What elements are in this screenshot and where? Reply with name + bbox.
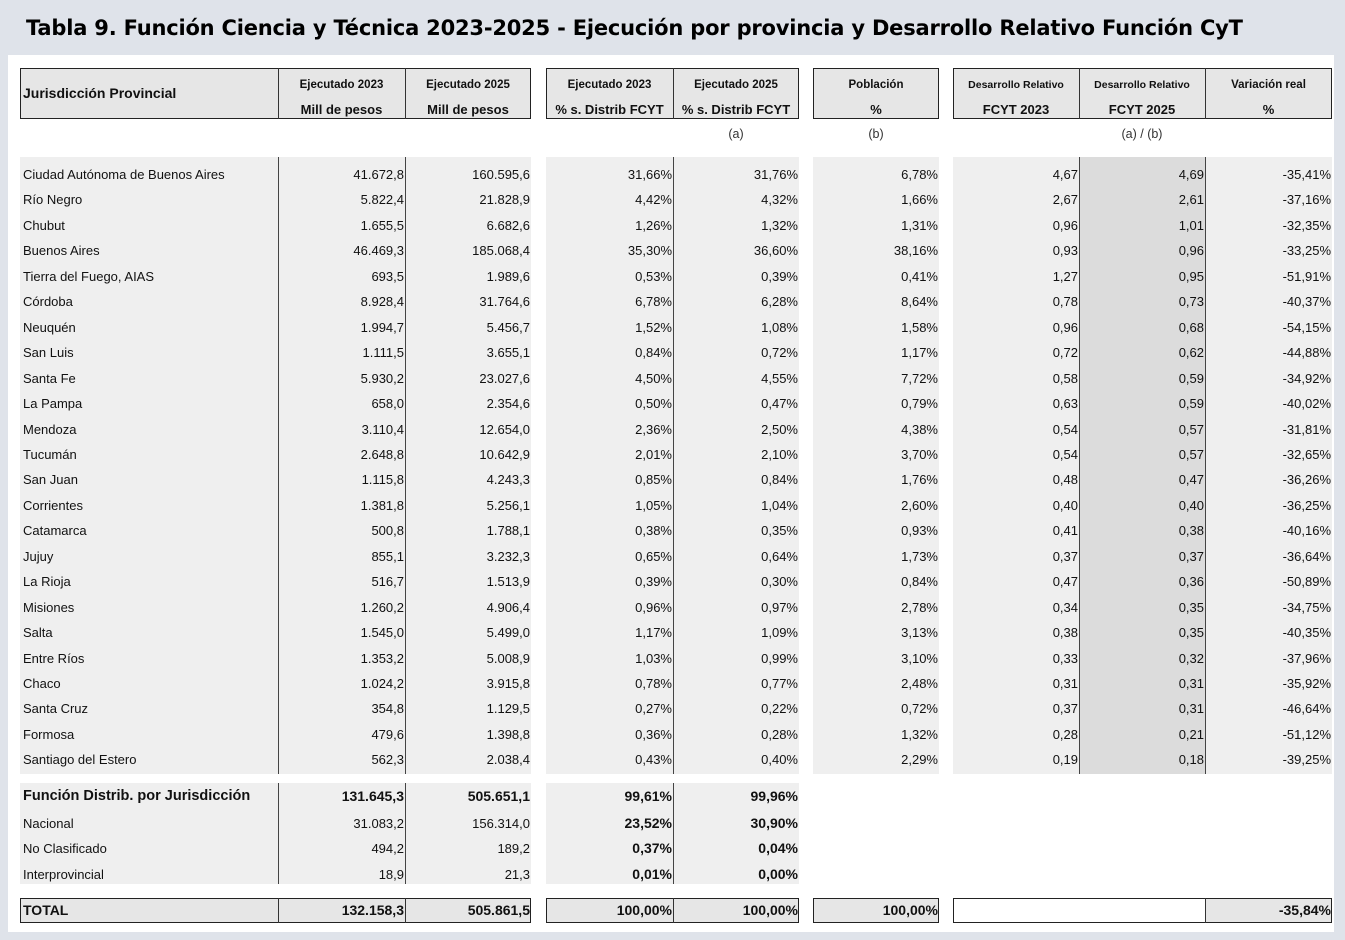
table-cell: 0,54 bbox=[1052, 421, 1078, 437]
table-cell: 0,38 bbox=[1052, 625, 1078, 641]
table-cell: 0,65% bbox=[635, 548, 672, 564]
table-cell: 0,73 bbox=[1178, 294, 1204, 310]
table-cell: -40,02% bbox=[1282, 396, 1331, 412]
table-cell: 0,40 bbox=[1052, 497, 1078, 513]
summary-label: Función Distrib. por Jurisdicción bbox=[23, 788, 251, 804]
table-cell: 31,76% bbox=[753, 167, 798, 182]
table-cell: 41.672,8 bbox=[353, 167, 404, 182]
header-dr2023-line: FCYT 2023 bbox=[982, 102, 1050, 117]
province-name: Mendoza bbox=[23, 421, 77, 437]
total-cell: 132.158,3 bbox=[341, 902, 404, 918]
table-cell: 3,70% bbox=[901, 446, 938, 462]
table-cell: 0,35 bbox=[1178, 625, 1204, 641]
header-jurisdiccion: Jurisdicción Provincial bbox=[23, 85, 177, 101]
table-cell: 0,19 bbox=[1052, 752, 1078, 768]
table-cell: 479,6 bbox=[371, 726, 404, 742]
summary-cell: 30,90% bbox=[750, 815, 798, 831]
table-cell: 36,60% bbox=[753, 243, 798, 259]
total-cell: 100,00% bbox=[742, 902, 798, 918]
table-cell: 23.027,6 bbox=[479, 370, 530, 386]
table-cell: 3.232,3 bbox=[486, 548, 530, 564]
province-name: Entre Ríos bbox=[23, 650, 85, 666]
province-name: La Pampa bbox=[23, 396, 83, 412]
table-cell: 4,42% bbox=[635, 192, 672, 208]
table-cell: 31,66% bbox=[627, 167, 672, 182]
total-cell: 100,00% bbox=[882, 902, 938, 918]
table-cell: 0,93 bbox=[1052, 243, 1078, 259]
table-cell: 2.038,4 bbox=[486, 752, 530, 768]
table-cell: 2,61 bbox=[1178, 192, 1204, 208]
table-cell: 1,03% bbox=[635, 650, 672, 666]
table-cell: 0,27% bbox=[635, 701, 672, 717]
header-dist2023-line: % s. Distrib FCYT bbox=[555, 102, 664, 117]
table-cell: 0,18 bbox=[1178, 752, 1204, 768]
table-cell: 1,05% bbox=[635, 497, 672, 513]
table-cell: 693,5 bbox=[371, 268, 404, 284]
table-cell: 3.110,4 bbox=[361, 421, 404, 437]
table-cell: 0,47 bbox=[1052, 574, 1078, 590]
table-cell: 0,72% bbox=[901, 701, 938, 717]
table-cell: -35,92% bbox=[1282, 676, 1331, 691]
table-cell: 0,31 bbox=[1178, 701, 1204, 717]
table-cell: 2,60% bbox=[901, 497, 938, 513]
table-cell: 0,62 bbox=[1178, 345, 1204, 361]
table-cell: 2,36% bbox=[635, 421, 672, 437]
table-cell: 5.008,9 bbox=[486, 650, 530, 666]
table-cell: 1.398,8 bbox=[486, 726, 530, 742]
table-cell: -54,15% bbox=[1282, 319, 1331, 335]
table-cell: 1.260,2 bbox=[360, 599, 404, 615]
table-cell: 46.469,3 bbox=[353, 243, 404, 259]
summary-cell: 156.314,0 bbox=[472, 816, 530, 831]
table-cell: 4.243,3 bbox=[486, 472, 530, 488]
table-cell: 5.456,7 bbox=[486, 319, 530, 335]
table-cell: 1,32% bbox=[761, 217, 798, 233]
total-cell: 505.861,5 bbox=[467, 902, 530, 918]
table-cell: 4,69 bbox=[1178, 167, 1204, 182]
province-name: Santa Cruz bbox=[23, 701, 89, 717]
summary-cell: 0,00% bbox=[758, 866, 798, 882]
table-cell: 0,84% bbox=[761, 472, 798, 488]
table-cell: 658,0 bbox=[371, 396, 404, 412]
table-cell: 0,99% bbox=[761, 650, 798, 666]
table-cell: 1,01 bbox=[1178, 217, 1204, 233]
table-cell: 500,8 bbox=[371, 523, 404, 539]
table-cell: 1,32% bbox=[901, 726, 938, 742]
table-cell: 0,96 bbox=[1052, 217, 1078, 233]
table-cell: -40,16% bbox=[1282, 523, 1331, 539]
table-cell: 0,31 bbox=[1052, 676, 1078, 691]
table-cell: 2,67 bbox=[1052, 192, 1078, 208]
table-cell: 0,72 bbox=[1052, 345, 1078, 361]
table-cell: -32,35% bbox=[1282, 217, 1331, 233]
summary-cell: 0,04% bbox=[758, 840, 798, 856]
table-cell: 0,59 bbox=[1178, 370, 1204, 386]
table-cell: 8,64% bbox=[901, 294, 938, 310]
table-cell: -36,25% bbox=[1282, 497, 1331, 513]
table-cell: -51,12% bbox=[1282, 726, 1331, 742]
province-name: Santiago del Estero bbox=[23, 752, 137, 768]
table-cell: 160.595,6 bbox=[472, 167, 530, 182]
table-cell: 35,30% bbox=[627, 243, 672, 259]
table-cell: -36,26% bbox=[1282, 472, 1331, 488]
table-cell: 0,68 bbox=[1178, 319, 1204, 335]
summary-cell: 0,01% bbox=[632, 866, 672, 882]
province-name: Jujuy bbox=[23, 548, 54, 564]
table-cell: 0,93% bbox=[901, 523, 938, 539]
total-label: TOTAL bbox=[23, 902, 69, 918]
summary-cell: 189,2 bbox=[497, 841, 530, 856]
table-cell: 8.928,4 bbox=[360, 294, 404, 310]
table-cell: 0,77% bbox=[761, 676, 798, 691]
summary-cell: 31.083,2 bbox=[353, 816, 404, 831]
table-cell: 1,31% bbox=[901, 217, 938, 233]
header-ejec2025-line: Ejecutado 2025 bbox=[426, 79, 510, 91]
table-cell: 1,58% bbox=[901, 319, 938, 335]
table-cell: 0,32 bbox=[1178, 650, 1204, 666]
note-dist2025: (a) bbox=[728, 127, 744, 141]
table-cell: 0,39% bbox=[635, 574, 672, 590]
table-cell: 1,26% bbox=[635, 217, 672, 233]
table-cell: 1.788,1 bbox=[486, 523, 530, 539]
summary-cell: 23,52% bbox=[624, 815, 672, 831]
summary-label: Interprovincial bbox=[23, 867, 104, 882]
table-cell: 0,22% bbox=[761, 701, 798, 717]
header-dist2023-line: Ejecutado 2023 bbox=[567, 79, 652, 91]
summary-cell: 131.645,3 bbox=[341, 788, 404, 804]
table-cell: 185.068,4 bbox=[472, 243, 530, 259]
table-cell: 5.930,2 bbox=[360, 370, 404, 386]
note-dr2025: (a) / (b) bbox=[1121, 127, 1163, 141]
table-cell: 2,01% bbox=[635, 446, 672, 462]
table-cell: -34,75% bbox=[1282, 599, 1331, 615]
summary-label: Nacional bbox=[23, 816, 74, 831]
table-cell: 0,21 bbox=[1178, 726, 1204, 742]
table-cell: 4,38% bbox=[901, 421, 938, 437]
table-cell: 516,7 bbox=[371, 574, 404, 590]
table-cell: 0,96 bbox=[1052, 319, 1078, 335]
table-cell: 0,48 bbox=[1052, 472, 1078, 488]
table-cell: 1.513,9 bbox=[486, 574, 530, 590]
table-cell: 4,55% bbox=[761, 370, 798, 386]
province-name: Catamarca bbox=[23, 523, 87, 539]
table-cell: -40,37% bbox=[1282, 294, 1331, 310]
table-cell: 4,67 bbox=[1052, 167, 1078, 182]
table-cell: 1.994,7 bbox=[360, 319, 404, 335]
table-cell: 0,37 bbox=[1178, 548, 1204, 564]
table-cell: 0,35% bbox=[761, 523, 798, 539]
table-cell: 3,10% bbox=[901, 650, 938, 666]
table-cell: 1,76% bbox=[901, 472, 938, 488]
province-name: Tucumán bbox=[23, 446, 77, 462]
table-cell: -33,25% bbox=[1282, 243, 1331, 259]
table-cell: 1.353,2 bbox=[360, 650, 404, 666]
header-poblacion-line: % bbox=[870, 102, 882, 117]
table-cell: -46,64% bbox=[1282, 701, 1331, 717]
table-cell: 1.129,5 bbox=[486, 701, 530, 717]
table-cell: 562,3 bbox=[371, 752, 404, 768]
table-cell: 4,32% bbox=[761, 192, 798, 208]
table-cell: 2,48% bbox=[901, 676, 938, 691]
table-cell: 1,52% bbox=[635, 319, 672, 335]
table-cell: -37,16% bbox=[1282, 192, 1331, 208]
table-cell: 0,96% bbox=[635, 599, 672, 615]
table-cell: 0,84% bbox=[901, 574, 938, 590]
table-cell: 0,85% bbox=[635, 472, 672, 488]
table-cell: 1,17% bbox=[635, 625, 672, 641]
header-dist2025-line: Ejecutado 2025 bbox=[694, 79, 778, 91]
summary-cell: 21,3 bbox=[504, 867, 530, 882]
table-cell: 6.682,6 bbox=[486, 217, 530, 233]
summary-cell: 99,61% bbox=[624, 788, 672, 804]
table-cell: 1,73% bbox=[901, 548, 938, 564]
table-cell: 0,30% bbox=[761, 574, 798, 590]
table-cell: 0,28 bbox=[1052, 726, 1078, 742]
table-cell: 1,17% bbox=[901, 345, 938, 361]
table-cell: 354,8 bbox=[371, 701, 404, 717]
table-cell: 1.545,0 bbox=[360, 625, 404, 641]
table-cell: 6,78% bbox=[635, 294, 672, 310]
province-name: San Luis bbox=[23, 345, 74, 361]
table-cell: 0,95 bbox=[1178, 268, 1204, 284]
table-cell: -39,25% bbox=[1282, 752, 1331, 768]
table-cell: 1,09% bbox=[761, 625, 798, 641]
table-cell: 0,57 bbox=[1178, 446, 1204, 462]
note-poblacion: (b) bbox=[868, 127, 884, 141]
table-cell: 0,78% bbox=[635, 676, 672, 691]
page-title: Tabla 9. Función Ciencia y Técnica 2023-2025 - Ejecución por provincia y Desarrollo Relativo Función CyT bbox=[26, 16, 1243, 40]
table-cell: 0,59 bbox=[1178, 396, 1204, 412]
header-variacion-line: Variación real bbox=[1231, 79, 1306, 91]
table-cell: 0,78 bbox=[1052, 294, 1078, 310]
table-cell: 5.822,4 bbox=[360, 192, 404, 208]
table-cell: 0,39% bbox=[761, 268, 798, 284]
table-cell: -50,89% bbox=[1282, 574, 1331, 590]
table-cell: 1.381,8 bbox=[360, 497, 404, 513]
total-cell: 100,00% bbox=[616, 902, 672, 918]
province-name: Misiones bbox=[23, 599, 75, 615]
table-cell: 0,72% bbox=[761, 345, 798, 361]
table-cell: -40,35% bbox=[1282, 625, 1331, 641]
table-cell: 6,78% bbox=[901, 167, 938, 182]
table-cell: 0,43% bbox=[635, 752, 672, 768]
table-cell: 0,36 bbox=[1178, 574, 1204, 590]
header-dr2023-line: Desarrollo Relativo bbox=[968, 79, 1064, 91]
table-cell: 2,10% bbox=[761, 446, 798, 462]
table-cell: 0,63 bbox=[1052, 396, 1078, 412]
table-cell: 0,47 bbox=[1178, 472, 1204, 488]
table-cell: 0,38 bbox=[1178, 523, 1204, 539]
table-cell: 0,97% bbox=[761, 599, 798, 615]
summary-cell: 494,2 bbox=[371, 841, 404, 856]
page bbox=[8, 0, 1334, 932]
header-ejec2025-line: Mill de pesos bbox=[427, 102, 509, 117]
table-cell: 1,66% bbox=[901, 192, 938, 208]
province-name: Corrientes bbox=[23, 497, 83, 513]
table-cell: 2.354,6 bbox=[486, 396, 530, 412]
table-cell: 0,47% bbox=[761, 396, 798, 412]
table-cell: 1.655,5 bbox=[360, 217, 404, 233]
table-cell: 0,79% bbox=[901, 396, 938, 412]
table-cell: 0,41% bbox=[901, 268, 938, 284]
province-name: La Rioja bbox=[23, 574, 71, 590]
province-name: Ciudad Autónoma de Buenos Aires bbox=[23, 167, 225, 182]
table-cell: 3.655,1 bbox=[486, 345, 530, 361]
table-cell: 0,50% bbox=[635, 396, 672, 412]
province-name: Buenos Aires bbox=[23, 243, 100, 259]
province-name: Chubut bbox=[23, 217, 65, 233]
table-cell: 0,53% bbox=[635, 268, 672, 284]
table-cell: 0,64% bbox=[761, 548, 798, 564]
table-cell: 1.111,5 bbox=[362, 345, 404, 361]
province-name: Río Negro bbox=[23, 192, 83, 208]
header-poblacion-line: Población bbox=[848, 79, 904, 91]
table-cell: 0,84% bbox=[635, 345, 672, 361]
table-cell: 0,41 bbox=[1052, 523, 1078, 539]
table-cell: 0,96 bbox=[1178, 243, 1204, 259]
table-cell: -32,65% bbox=[1282, 446, 1331, 462]
province-name: Tierra del Fuego, AIAS bbox=[23, 268, 155, 284]
table-cell: -44,88% bbox=[1282, 345, 1331, 361]
table-cell: 10.642,9 bbox=[479, 446, 530, 462]
table-cell: 0,40 bbox=[1178, 497, 1204, 513]
table-cell: 3,13% bbox=[901, 625, 938, 641]
table-cell: 2,50% bbox=[761, 421, 798, 437]
summary-cell: 18,9 bbox=[378, 867, 404, 882]
table-cell: 0,40% bbox=[761, 752, 798, 768]
header-ejec2023-line: Ejecutado 2023 bbox=[299, 79, 384, 91]
table-cell: 0,28% bbox=[761, 726, 798, 742]
header-dr2025-line: Desarrollo Relativo bbox=[1094, 79, 1190, 91]
table-cell: -51,91% bbox=[1282, 268, 1331, 284]
table-cell: 4.906,4 bbox=[486, 599, 530, 615]
table-cell: -37,96% bbox=[1282, 650, 1331, 666]
summary-cell: 0,37% bbox=[632, 840, 672, 856]
table-cell: 5.499,0 bbox=[486, 625, 530, 641]
table-cell: 0,57 bbox=[1178, 421, 1204, 437]
table-cell: 3.915,8 bbox=[486, 676, 530, 691]
table-cell: 855,1 bbox=[371, 548, 404, 564]
table-cell: 2,78% bbox=[901, 599, 938, 615]
table-cell: 0,38% bbox=[635, 523, 672, 539]
table-cell: 0,37 bbox=[1052, 701, 1078, 717]
table-cell: 0,35 bbox=[1178, 599, 1204, 615]
bottom-band bbox=[0, 932, 1345, 940]
table-cell: 31.764,6 bbox=[479, 294, 530, 310]
table-cell: 2,29% bbox=[901, 752, 938, 768]
province-name: Salta bbox=[23, 625, 53, 641]
table-cell: 4,50% bbox=[635, 370, 672, 386]
table-cell: 7,72% bbox=[901, 370, 938, 386]
title-bar bbox=[8, 0, 1334, 55]
table-cell: 0,37 bbox=[1052, 548, 1078, 564]
province-name: Formosa bbox=[23, 726, 75, 742]
table-cell: 0,54 bbox=[1052, 446, 1078, 462]
table-cell: 0,33 bbox=[1052, 650, 1078, 666]
table-cell: -34,92% bbox=[1282, 370, 1331, 386]
summary-label: No Clasificado bbox=[23, 841, 107, 856]
table-cell: 6,28% bbox=[761, 294, 798, 310]
table-cell: 1,27 bbox=[1052, 268, 1078, 284]
table-cell: -36,64% bbox=[1282, 548, 1331, 564]
table-cell: 1.115,8 bbox=[361, 472, 404, 488]
summary-cell: 99,96% bbox=[750, 788, 798, 804]
total-dr-blank bbox=[954, 899, 1205, 922]
header-ejec2023-line: Mill de pesos bbox=[300, 102, 383, 117]
table-cell: 5.256,1 bbox=[486, 497, 530, 513]
table-cell: 1.024,2 bbox=[360, 676, 404, 691]
table-cell: 0,36% bbox=[635, 726, 672, 742]
table-cell: 0,31 bbox=[1178, 676, 1204, 691]
table-cell: 2.648,8 bbox=[360, 446, 404, 462]
province-name: San Juan bbox=[23, 472, 78, 488]
province-name: Córdoba bbox=[23, 294, 73, 310]
table-cell: 1,08% bbox=[761, 319, 798, 335]
header-variacion-line: % bbox=[1262, 102, 1275, 117]
table-cell: -31,81% bbox=[1282, 421, 1331, 437]
table-cell: 21.828,9 bbox=[479, 192, 530, 208]
total-cell: -35,84% bbox=[1278, 902, 1331, 918]
table-cell: 0,58 bbox=[1052, 370, 1078, 386]
province-name: Chaco bbox=[23, 676, 61, 691]
province-name: Neuquén bbox=[23, 319, 76, 335]
header-dist2025-line: % s. Distrib FCYT bbox=[681, 102, 791, 117]
table-cell: 1,04% bbox=[761, 497, 798, 513]
table-cell: 1.989,6 bbox=[486, 268, 530, 284]
table-cell: 0,34 bbox=[1052, 599, 1078, 615]
table-cell: 38,16% bbox=[893, 243, 938, 259]
table-cell: -35,41% bbox=[1282, 167, 1331, 182]
table-cell: 12.654,0 bbox=[479, 421, 530, 437]
province-name: Santa Fe bbox=[23, 370, 76, 386]
summary-cell: 505.651,1 bbox=[467, 788, 530, 804]
header-dr2025-line: FCYT 2025 bbox=[1108, 102, 1176, 117]
